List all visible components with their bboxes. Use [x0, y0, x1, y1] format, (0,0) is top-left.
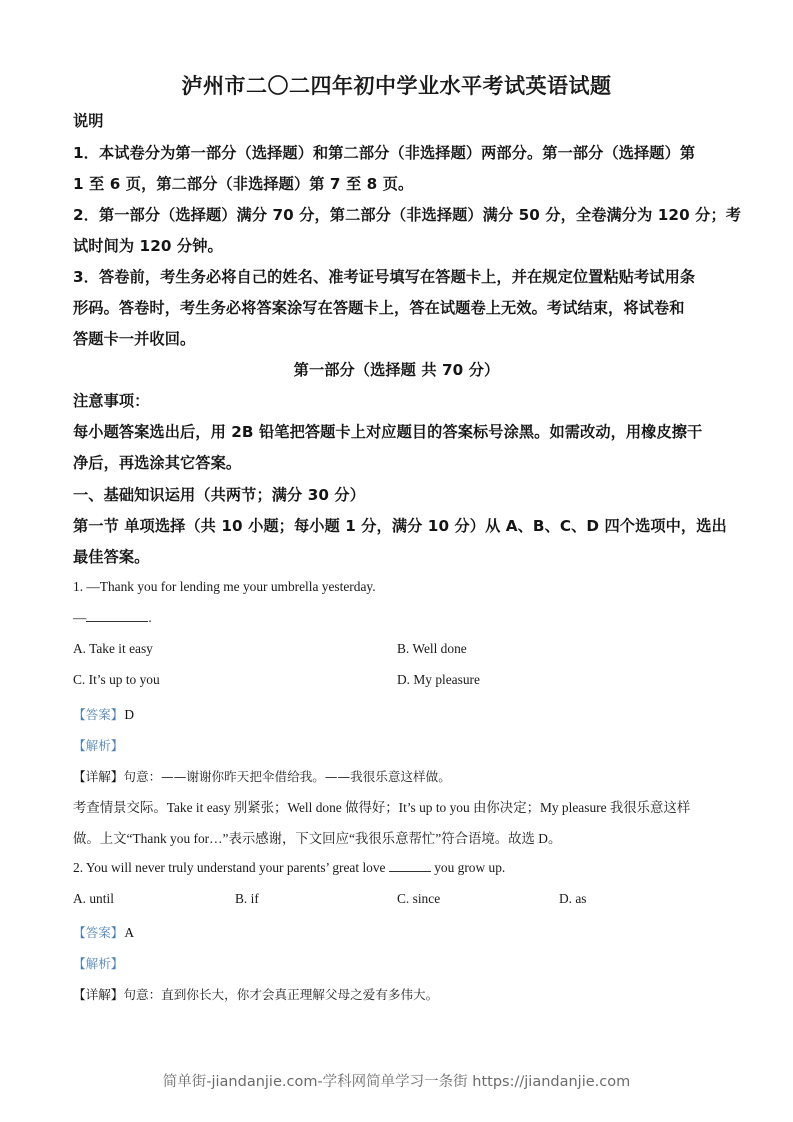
instruction-2-line-1: 2．第一部分（选择题）满分 70 分，第二部分（非选择题）满分 50 分，全卷满分为 120 分；考 [73, 206, 742, 224]
detail-label: 【详解】 [73, 987, 124, 1002]
question-1-option-b: B. Well done [397, 641, 467, 656]
analysis-label: 【解析】 [73, 956, 124, 971]
answer-label: 【答案】 [73, 925, 124, 940]
instruction-3-line-3: 答题卡一并收回。 [73, 330, 196, 348]
question-1-explanation-line-1: 考查情景交际。Take it easy 别紧张；Well done 做得好；It’s up to you 由你决定；My pleasure 我很乐意这样 [73, 800, 691, 815]
notes-line-1: 每小题答案选出后，用 2B 铅笔把答题卡上对应题目的答案标号涂黑。如需改动，用橡皮擦干 [73, 423, 703, 441]
detail-text: 句意：直到你长大，你才会真正理解父母之爱有多伟大。 [123, 987, 439, 1002]
question-2-answer [73, 922, 134, 941]
subsection-line-1: 第一节 单项选择（共 10 小题；每小题 1 分，满分 10 分）从 A、B、C、D 四个选项中，选出 [73, 517, 727, 535]
detail-label: 【详解】 [73, 769, 124, 784]
answer-value: A [124, 925, 135, 940]
answer-blank [86, 611, 148, 622]
exam-title: 泸州市二〇二四年初中学业水平考试英语试题 [181, 74, 612, 98]
instruction-3-line-2: 形码。答卷时，考生务必将答案涂写在答题卡上，答在试题卷上无效。考试结束，将试卷和 [73, 299, 685, 317]
part1-heading: 第一部分（选择题 共 70 分） [293, 361, 500, 379]
question-1-option-a: A. Take it easy [73, 641, 153, 656]
question-1-option-c: C. It’s up to you [73, 672, 160, 687]
answer-value: D [124, 707, 135, 722]
response-dash: — [73, 610, 87, 625]
question-1-explanation-line-2: 做。上文“Thank you for…”表示感谢，下文回应“我很乐意帮忙”符合语境。故选 D。 [73, 831, 562, 846]
question-2-option-c: C. since [397, 891, 441, 906]
question-2-stem [73, 860, 505, 876]
answer-label: 【答案】 [73, 707, 124, 722]
question-2-analysis [73, 953, 123, 972]
answer-blank [389, 861, 431, 872]
instructions-heading: 说明 [73, 112, 104, 130]
question-1-answer [73, 704, 134, 723]
question-1-response [73, 610, 152, 626]
instruction-2-line-2: 试时间为 120 分钟。 [73, 237, 223, 255]
footer-watermark: 简单街-jiandanjie.com-学科网简单学习一条街 https://jiandanjie.com [162, 1074, 631, 1090]
instruction-1-line-2: 1 至 6 页，第二部分（非选择题）第 7 至 8 页。 [73, 175, 414, 193]
stem-after: you grow up. [430, 860, 506, 875]
question-1-stem: 1. —Thank you for lending me your umbrella yesterday. [73, 579, 376, 594]
detail-text: 句意：——谢谢你昨天把伞借给我。——我很乐意这样做。 [123, 769, 451, 784]
stem-before: 2. You will never truly understand your parents’ great love [73, 860, 389, 875]
notes-line-2: 净后，再选涂其它答案。 [73, 454, 242, 472]
question-1-detail [73, 766, 451, 785]
question-2-option-b: B. if [235, 891, 259, 906]
question-2-option-d: D. as [559, 891, 587, 906]
subsection-line-2: 最佳答案。 [73, 548, 150, 566]
section-heading: 一、基础知识运用（共两节；满分 30 分） [73, 486, 365, 504]
notes-heading: 注意事项： [73, 392, 150, 410]
analysis-label: 【解析】 [73, 738, 124, 753]
instruction-1-line-1: 1．本试卷分为第一部分（选择题）和第二部分（非选择题）两部分。第一部分（选择题）第 [73, 144, 696, 162]
question-2-detail [73, 984, 438, 1003]
instruction-3-line-1: 3．答卷前，考生务必将自己的姓名、准考证号填写在答题卡上，并在规定位置粘贴考试用条 [73, 268, 696, 286]
question-2-option-a: A. until [73, 891, 114, 906]
question-1-analysis [73, 735, 123, 754]
response-period: . [148, 610, 152, 625]
question-1-option-d: D. My pleasure [397, 672, 480, 687]
